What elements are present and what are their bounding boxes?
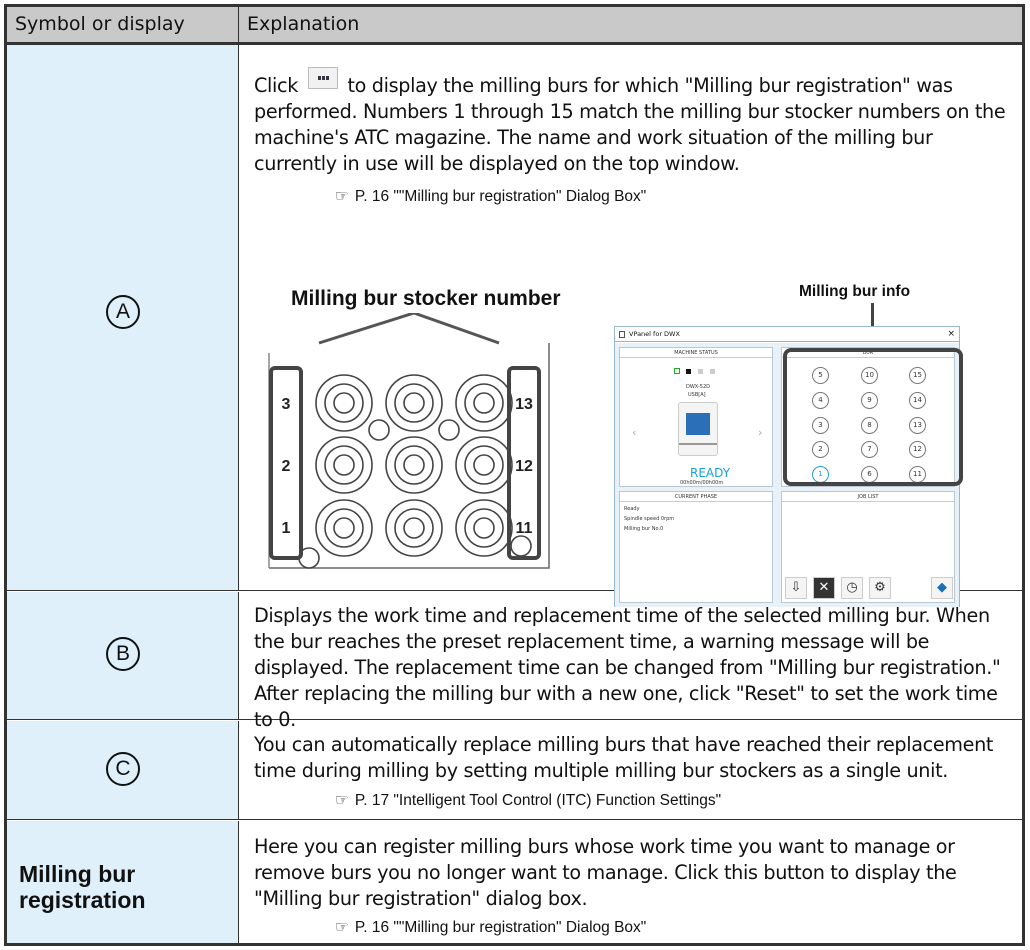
row-a-text-after: to display the milling burs for which "Milling bur registration" was performed. Numbers 1 through 15 match the milling bur stocker numbers on the machine's ATC magazine. The name and work situation of the milling bur currently in use will be displayed on the top window. — [254, 74, 1006, 175]
machine-model: DWX-52D — [686, 384, 710, 390]
job-list-panel — [781, 491, 955, 603]
stocker-12-label: 12 — [515, 458, 533, 475]
pointing-hand-icon: ☞ — [335, 919, 349, 936]
stocker-11-label: 11 — [515, 520, 533, 537]
table-row-c — [7, 721, 1022, 820]
symbol-cell — [7, 821, 239, 943]
milling-bur-registration-label: Milling bur registration — [19, 861, 146, 913]
phase-line: Ready — [624, 506, 640, 512]
explanation-cell — [239, 45, 1022, 595]
row-b-text: Displays the work time and replacement time of the selected milling bur. When the bur reaches the preset replacement time, a warning message will be displayed. The replacement time can be changed from "Milling bur registration." After replacing the milling bur with a new one, click "Reset" to set the work time to 0. — [254, 604, 1001, 731]
row-c-ref-text: P. 17 "Intelligent Tool Control (ITC) Function Settings" — [354, 792, 722, 809]
table-row-b — [7, 592, 1022, 731]
bur-button[interactable]: 11 — [909, 466, 926, 483]
chevron-right-icon[interactable]: › — [758, 426, 763, 439]
machine-port: USB[A] — [688, 392, 706, 398]
job-list-header: JOB LIST — [782, 492, 954, 502]
table-row-a — [7, 45, 1022, 595]
window-icon — [619, 331, 625, 338]
logo-icon[interactable]: ◆ — [931, 577, 953, 599]
close-icon[interactable]: × — [947, 329, 955, 339]
symbol-c-circle: C — [106, 752, 140, 786]
bur-header: BUR — [782, 348, 954, 358]
symbol-cell — [7, 45, 239, 590]
stocker-number-title: Milling bur stocker number — [291, 287, 561, 310]
gear-icon[interactable]: ⚙ — [869, 577, 891, 599]
row-c-ref — [335, 791, 721, 810]
bur-button[interactable]: 6 — [861, 466, 878, 483]
row-a-ref — [335, 187, 646, 206]
bur-button[interactable]: 14 — [909, 392, 926, 409]
symbol-cell — [7, 721, 239, 819]
bur-button[interactable]: 10 — [861, 367, 878, 384]
vpanel-title: VPanel for DWX — [629, 330, 680, 338]
symbol-a-circle: A — [106, 295, 140, 329]
row-registration-ref-text: P. 16 ""Milling bur registration" Dialog Box" — [354, 919, 647, 936]
vpanel-titlebar — [615, 327, 959, 342]
bur-button[interactable]: 3 — [812, 417, 829, 434]
ready-status: READY — [690, 466, 731, 480]
bur-button[interactable]: 5 — [812, 367, 829, 384]
status-light-icon — [710, 369, 715, 374]
work-time: 00h00m/00h00m — [680, 480, 724, 486]
bur-button[interactable]: 4 — [812, 392, 829, 409]
explanation-table — [4, 4, 1025, 946]
row-a-ref-text: P. 16 ""Milling bur registration" Dialog Box" — [354, 188, 647, 205]
header-symbol: Symbol or display — [7, 7, 239, 42]
pointing-hand-icon: ☞ — [335, 188, 349, 205]
bur-info-title: Milling bur info — [799, 283, 911, 300]
status-light-icon — [674, 368, 680, 374]
output-icon[interactable]: ⇩ — [785, 577, 807, 599]
bur-button[interactable]: 15 — [909, 367, 926, 384]
row-c-text: You can automatically replace milling burs that have reached their replacement time during milling by setting multiple milling bur stockers as a single unit. — [254, 733, 994, 782]
row-registration-text: Here you can register milling burs whose work time you want to manage or remove burs you no longer want to manage. Click this button to display the "Milling bur registration" dialog box. — [254, 835, 957, 910]
header-explanation: Explanation — [247, 13, 360, 35]
symbol-cell — [7, 592, 239, 719]
machine-image — [678, 402, 718, 456]
status-light-icon — [686, 369, 691, 374]
current-phase-panel — [619, 491, 773, 603]
explanation-cell — [239, 592, 1022, 731]
status-light-icon — [698, 369, 703, 374]
bur-button[interactable]: 12 — [909, 441, 926, 458]
phase-line: Spindle speed 0rpm — [624, 516, 675, 522]
bur-info-highlight — [783, 348, 963, 486]
bur-button[interactable]: 7 — [861, 441, 878, 458]
row-a-text-before: Click — [254, 74, 298, 97]
table-header — [7, 7, 1022, 45]
atc-magazine-illustration — [259, 313, 569, 593]
stocker-3-label: 3 — [281, 396, 291, 413]
phase-line: Milling bur No.0 — [624, 526, 664, 532]
explanation-cell — [239, 721, 1022, 819]
bur-list-button-icon — [308, 67, 338, 89]
table-row-registration — [7, 821, 1022, 943]
symbol-b-circle: B — [106, 637, 140, 671]
machine-status-panel — [619, 347, 773, 487]
pointing-hand-icon: ☞ — [335, 792, 349, 809]
row-a-text — [254, 67, 1019, 177]
stocker-13-label: 13 — [515, 396, 533, 413]
explanation-cell — [239, 821, 1022, 943]
bur-button[interactable]: 2 — [812, 441, 829, 458]
clock-icon[interactable]: ◷ — [841, 577, 863, 599]
stocker-2-label: 2 — [281, 458, 291, 475]
stocker-1-label: 1 — [281, 520, 291, 537]
delete-icon[interactable]: ✕ — [813, 577, 835, 599]
chevron-left-icon[interactable]: ‹ — [632, 426, 637, 439]
bur-button[interactable]: 8 — [861, 417, 878, 434]
bur-button-selected[interactable]: 1 — [812, 466, 829, 483]
bur-button[interactable]: 13 — [909, 417, 926, 434]
current-phase-header: CURRENT PHASE — [620, 492, 772, 502]
row-registration-ref — [335, 918, 646, 937]
machine-status-header: MACHINE STATUS — [620, 348, 772, 358]
bur-button[interactable]: 9 — [861, 392, 878, 409]
